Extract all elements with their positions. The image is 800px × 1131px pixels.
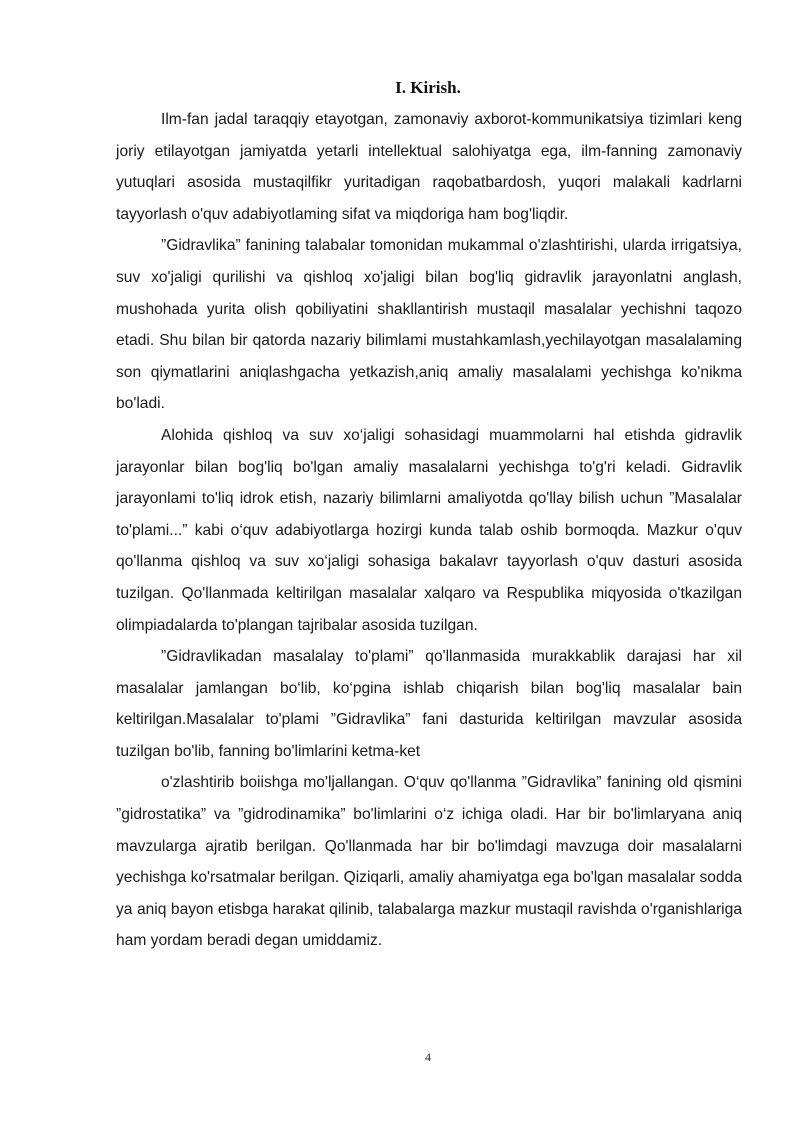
section-heading: I. Kirish. [395,78,461,97]
paragraph-5: o'zlashtirib boiishga mo'ljallangan. O‘quv qo'llanma ”Gidravlika” fanining old qismini ”gidrostatika” va ”gidrodinamika” bo'limlarini o‘z ichiga oladi. Har bir bo'limlaryana aniq mavzularga ajratib berilgan. Qo'llanmada har bir bo'limdagi mavzuga doir masalalarni yechishga ko'rsatmalar berilgan. Qiziqarli, amaliy ahamiyatga ega bo'lgan masalalar sodda ya aniq bayon etisbga harakat qilinib, talabalarga mazkur mustaqil ravishda o'rganishlariga ham yordam beradi degan umiddamiz. [116,774,742,950]
paragraph-4: ”Gidravlikadan masalalay to'plami” qo'llanmasida murakkablik darajasi har xil masalalar jamlangan bo‘lib, ko‘pgina ishlab chiqarish bilan bog'liq masalalar bain keltirilgan.Masalalar to'plami ”Gidravlika” fani dasturida keltirilgan mavzular asosida tuzilgan bo'lib, fanning bo'limlarini ketma-ket [116,648,742,760]
paragraph-1: Ilm-fan jadal taraqqiy etayotgan, zamonaviy axborot-kommunikatsiya tizimlari keng joriy etilayotgan jamiyatda yetarli intellektual salohiyatga ega, ilm-fanning zamonaviy yutuqlari asosida mustaqilfikr yuritadigan raqobatbardosh, yuqori malakali kadrlarni tayyorlash o'quv adabiyotlaming sifat va miqdoriga ham bog'liqdir. [116,111,742,223]
page-number: 4 [425,1050,431,1064]
paragraph-3: Alohida qishloq va suv xo‘jaligi sohasidagi muammolarni hal etishda gidravlik jarayonlar bilan bog'liq bo'lgan amaliy masalalarni yechishga to'g'ri keladi. Gidravlik jarayonlami to'liq idrok etish, nazariy bilimlarni amaliyotda qo'llay bilish uchun ”Masalalar to'plami...” kabi o‘quv adabiyotlarga hozirgi kunda talab oshib bormoqda. Mazkur o'quv qo'llanma qishloq va suv xo‘jaligi sohasiga bakalavr tayyorlash o'quv dasturi asosida tuzilgan. Qo'llanmada keltirilgan masalalar xalqaro va Respublika miqyosida o'tkazilgan olimpiadalarda to'plangan tajribalar asosida tuzilgan. [116,426,742,634]
paragraph-2: ”Gidravlika” fanining talabalar tomonidan mukammal o'zlashtirishi, ularda irrigatsiya, suv xo'jaligi qurilishi va qishloq xo'jaligi bilan bog'liq gidravlik jarayonlatni anglash, mushohada yurita olish qobiliyatini shakllantirish mustaqil masalalar yechishni taqozo etadi. Shu bilan bir qatorda nazariy bilimlami mustahkamlash,yechilayotgan masalalaming son qiymatlarini aniqlashgacha yetkazish,aniq amaliy masalalami yechishga ko'nikma bo'ladi. [116,237,742,413]
body-text [116,104,742,957]
